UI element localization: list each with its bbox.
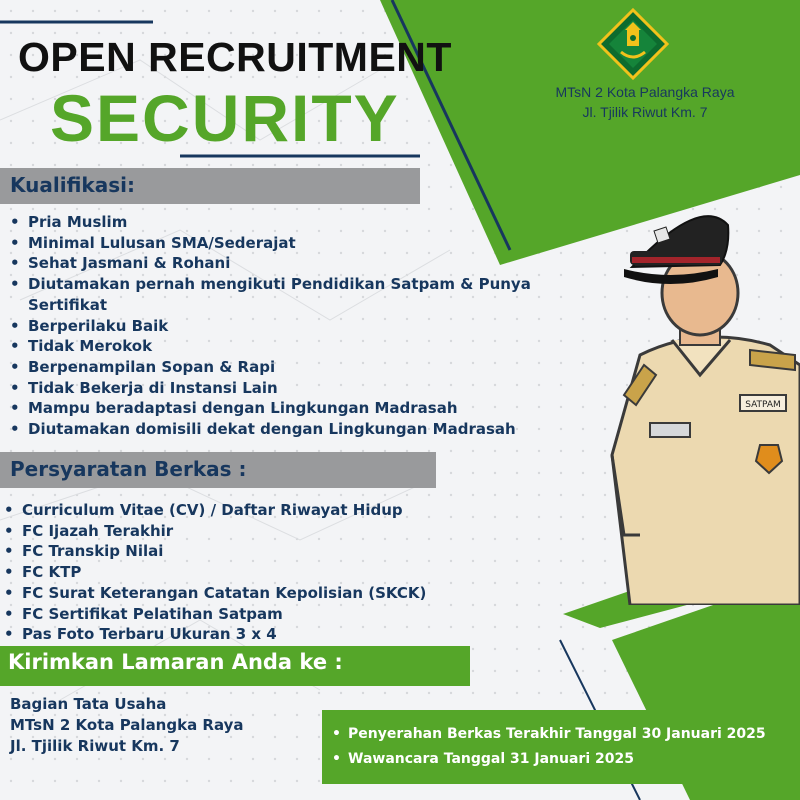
list-item: • Minimal Lulusan SMA/Sederajat xyxy=(4,233,584,254)
documents-heading: Persyaratan Berkas : xyxy=(10,457,247,481)
list-item: • FC Surat Keterangan Catatan Kepolisian (SKCK) xyxy=(0,583,498,604)
list-item: • Pas Foto Terbaru Ukuran 3 x 4 xyxy=(0,624,498,645)
documents-list xyxy=(0,500,498,645)
security-guard-illustration xyxy=(600,205,800,605)
schedule-item-interview: • Wawancara Tanggal 31 Januari 2025 xyxy=(328,747,766,772)
list-item: • Berperilaku Baik xyxy=(4,316,584,337)
documents-heading-bar xyxy=(0,452,436,488)
send-to-heading-bar xyxy=(0,646,470,686)
list-item: • FC Sertifikat Pelatihan Satpam xyxy=(0,604,498,625)
list-item: • Diutamakan pernah mengikuti Pendidikan Satpam & Punya Sertifikat xyxy=(4,274,584,315)
list-item: • Diutamakan domisili dekat dengan Lingkungan Madrasah xyxy=(4,419,584,440)
schedule-item-submission: • Penyerahan Berkas Terakhir Tanggal 30 Januari 2025 xyxy=(328,722,766,747)
schedule-box xyxy=(322,710,792,784)
send-to-heading: Kirimkan Lamaran Anda ke : xyxy=(8,650,343,674)
list-item: • Tidak Bekerja di Instansi Lain xyxy=(4,378,584,399)
list-item: • Sehat Jasmani & Rohani xyxy=(4,253,584,274)
schedule-list xyxy=(328,722,766,772)
list-item: • FC Transkip Nilai xyxy=(0,541,498,562)
school-address: Jl. Tjilik Riwut Km. 7 xyxy=(582,104,708,120)
headline-open-recruitment: OPEN RECRUITMENT xyxy=(18,34,452,80)
list-item: • Mampu beradaptasi dengan Lingkungan Madrasah xyxy=(4,398,584,419)
list-item: • Tidak Merokok xyxy=(4,336,584,357)
list-item: • FC Ijazah Terakhir xyxy=(0,521,498,542)
send-to-line-2: MTsN 2 Kota Palangka Raya xyxy=(10,716,244,734)
kemenag-logo-icon xyxy=(597,8,669,80)
qualifications-heading: Kualifikasi: xyxy=(10,173,135,197)
send-to-line-3: Jl. Tjilik Riwut Km. 7 xyxy=(10,737,180,755)
qualifications-heading-bar xyxy=(0,168,420,204)
list-item: • Pria Muslim xyxy=(4,212,584,233)
name-tag-label: SATPAM xyxy=(745,400,781,410)
school-name: MTsN 2 Kota Palangka Raya xyxy=(555,84,735,100)
list-item: • Curriculum Vitae (CV) / Daftar Riwayat Hidup xyxy=(0,500,498,521)
headline-security: SECURITY xyxy=(50,81,400,155)
send-to-line-1: Bagian Tata Usaha xyxy=(10,695,167,713)
qualifications-list xyxy=(4,212,584,440)
list-item: • Berpenampilan Sopan & Rapi xyxy=(4,357,584,378)
list-item: • FC KTP xyxy=(0,562,498,583)
